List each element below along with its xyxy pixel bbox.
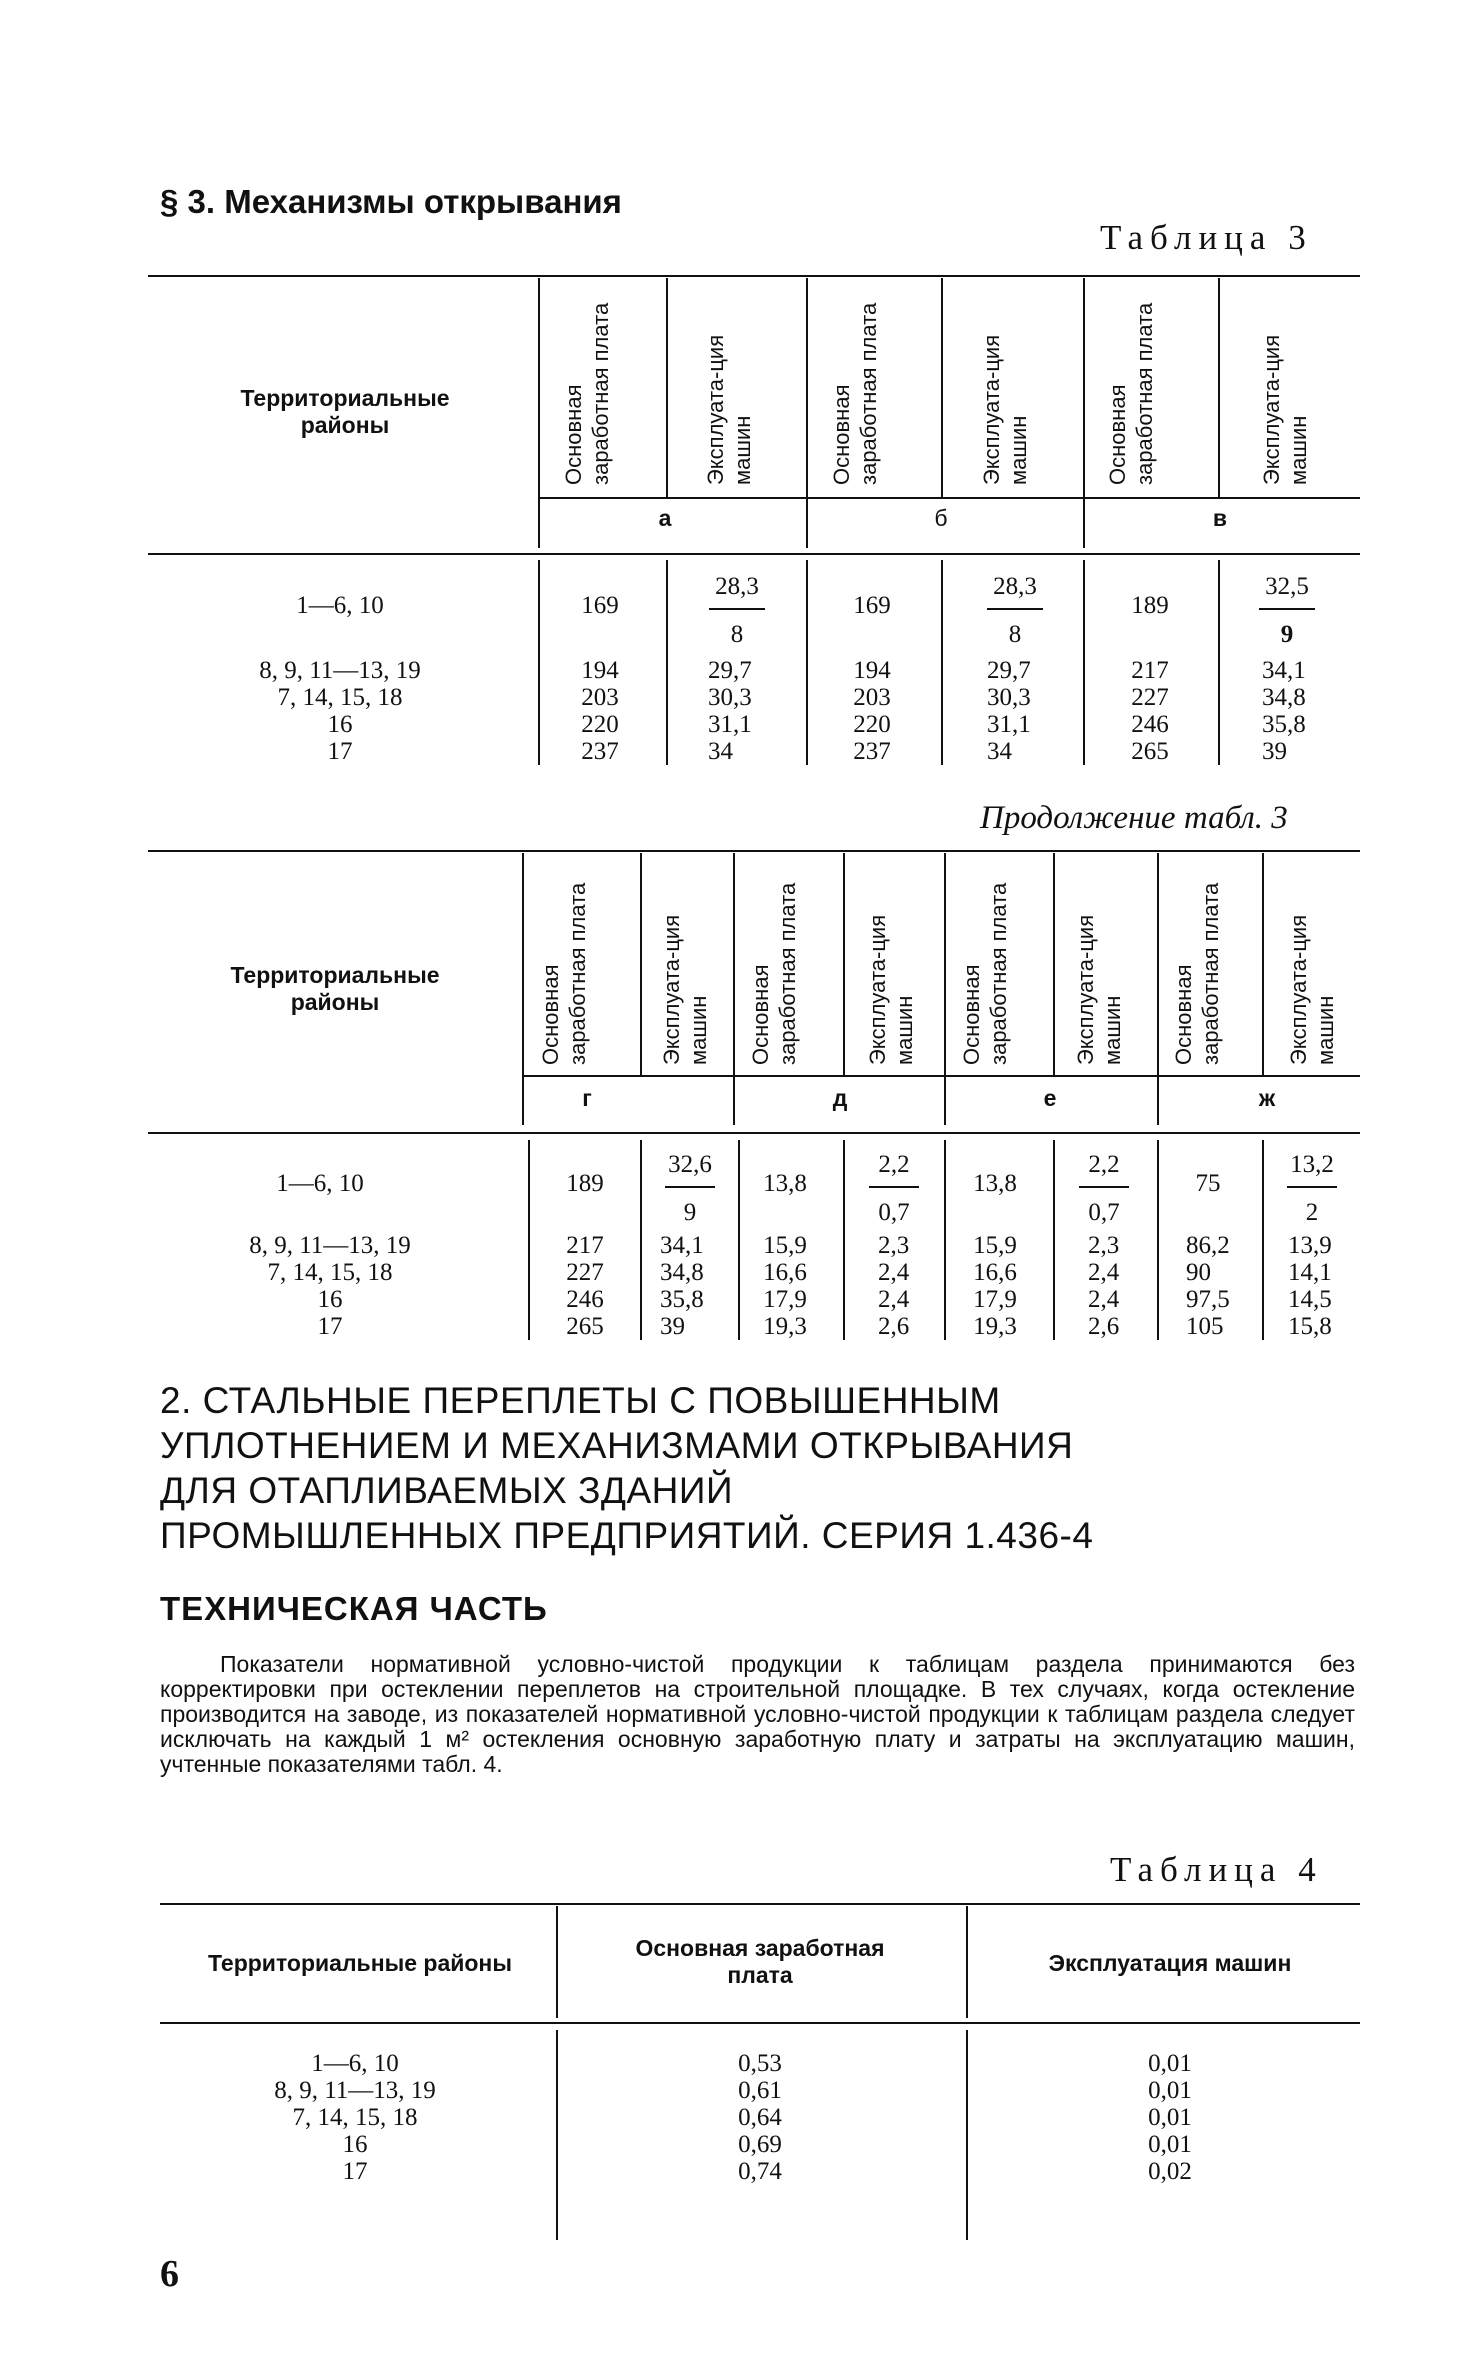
table3-cont-row1-d-machines <box>848 1150 940 1228</box>
table3-cont-block-regions: 8, 9, 11—13, 19 7, 14, 15, 18 16 17 <box>249 1232 411 1340</box>
table3-cont-row1-d-mach-top: 2,2 <box>878 1151 910 1178</box>
table3-col-b-salary: Основная заработная плата <box>829 302 881 485</box>
table3-row1-v-salary: 189 <box>1131 592 1169 619</box>
table4-salary-values: 0,53 0,61 0,64 0,69 0,74 <box>738 2050 782 2185</box>
table3-cont-block-e-machines: 2,3 2,4 2,4 2,6 <box>1088 1232 1120 1340</box>
table3-row1-b-mach-top: 28,3 <box>993 573 1037 600</box>
table3-cont-row1-region: 1—6, 10 <box>276 1170 364 1197</box>
table3-cont-group-zh: ж <box>1258 1085 1276 1111</box>
table3-block-a-machines: 29,7 30,3 31,1 34 <box>708 657 752 765</box>
table3-cont-row1-zh-mach-bot: 2 <box>1305 1199 1319 1226</box>
table3-row1-b-salary: 169 <box>853 592 891 619</box>
table4-col-salary: Основная заработная плата <box>635 1935 885 1988</box>
table4-title: Таблица 4 <box>1110 1850 1323 1889</box>
table4-col-regions: Территориальные районы <box>208 1950 512 1976</box>
table4-regions: 1—6, 10 8, 9, 11—13, 19 7, 14, 15, 18 16 17 <box>274 2050 436 2185</box>
table3-row1-a-mach-bot: 8 <box>730 621 744 648</box>
table3-cont-block-g-machines: 34,1 34,8 35,8 39 <box>660 1232 704 1340</box>
table3-cont-row1-e-mach-top: 2,2 <box>1088 1151 1120 1178</box>
table3-cont-row-header: Территориальные районы <box>230 962 440 1015</box>
table3-cont-group-g: г <box>582 1085 592 1111</box>
table3-col-a-salary: Основная заработная плата <box>561 302 613 485</box>
table3-cont-row1-zh-machines <box>1266 1150 1358 1228</box>
table3-cont-row1-zh-salary: 75 <box>1195 1170 1221 1197</box>
table3-cont-col-d-salary: Основная заработная плата <box>748 882 800 1065</box>
table3-cont-col-g-salary: Основная заработная плата <box>538 882 590 1065</box>
technical-paragraph: Показатели нормативной условно-чистой продукции к таблицам раздела принимаются без корректировки при остеклении переплетов на строительной площадке. В тех случаях, когда остекление производится на заводе, из показателей нормативной условно-чистой продукции к таблицам раздела следует исключать на каждый 1 м² остекления основную заработную плату и затраты на эксплуатацию машин, учтенные показателями табл. 4. <box>160 1651 1355 1777</box>
table3-cont-col-g-machines: Эксплуата-ция машин <box>659 914 711 1065</box>
table3-row1-a-salary: 169 <box>581 592 619 619</box>
table3-block-b-salary: 194 203 220 237 <box>853 657 891 765</box>
table3-col-a-machines: Эксплуата-ция машин <box>703 334 755 485</box>
table3-cont-group-e: е <box>1043 1085 1057 1111</box>
table3-cont-block-g-salary: 217 227 246 265 <box>566 1232 604 1340</box>
table3-cont-row1-zh-mach-top: 13,2 <box>1290 1151 1334 1178</box>
table4-machine-values: 0,01 0,01 0,01 0,01 0,02 <box>1148 2050 1192 2185</box>
table3-row1-v-mach-top: 32,5 <box>1265 573 1309 600</box>
table3-cont-title: Продолжение табл. 3 <box>980 800 1288 836</box>
table3-cont-block-zh-machines: 13,9 14,1 14,5 15,8 <box>1288 1232 1332 1340</box>
table3-block-a-salary: 194 203 220 237 <box>581 657 619 765</box>
section-title: § 3. Механизмы открывания <box>160 183 622 220</box>
table3-cont-row1-e-salary: 13,8 <box>973 1170 1017 1197</box>
table3-cont-row1-d-mach-bot: 0,7 <box>878 1199 910 1226</box>
table3-row1-b-machines <box>950 572 1080 650</box>
table3-cont-col-e-salary: Основная заработная плата <box>959 882 1011 1065</box>
table3-row1-region: 1—6, 10 <box>296 592 384 619</box>
section2-heading: 2. СТАЛЬНЫЕ ПЕРЕПЛЕТЫ С ПОВЫШЕННЫМ УПЛОТНЕНИЕМ И МЕХАНИЗМАМИ ОТКРЫВАНИЯ ДЛЯ ОТАПЛИВАЕМЫХ ЗДАНИЙ ПРОМЫШЛЕННЫХ ПРЕДПРИЯТИЙ. СЕРИЯ 1.436-4 <box>160 1380 1094 1556</box>
technical-part-title: ТЕХНИЧЕСКАЯ ЧАСТЬ <box>160 1590 548 1627</box>
table3-block-v-salary: 217 227 246 265 <box>1131 657 1169 765</box>
table3-cont-row1-g-salary: 189 <box>566 1170 604 1197</box>
table3-col-v-machines: Эксплуата-ция машин <box>1259 334 1311 485</box>
table3-col-v-salary: Основная заработная плата <box>1105 302 1157 485</box>
table3-row-header: Территориальные районы <box>240 385 450 438</box>
table3-group-a: а <box>658 505 672 531</box>
table3-cont-col-d-machines: Эксплуата-ция машин <box>865 914 917 1065</box>
table3-col-b-machines: Эксплуата-ция машин <box>979 334 1031 485</box>
table3-block-regions: 8, 9, 11—13, 19 7, 14, 15, 18 16 17 <box>259 657 421 765</box>
table3-cont-block-e-salary: 15,9 16,6 17,9 19,3 <box>973 1232 1017 1340</box>
table3-row1-a-mach-top: 28,3 <box>715 573 759 600</box>
table3-cont-col-zh-salary: Основная заработная плата <box>1171 882 1223 1065</box>
table3-group-b: б <box>934 505 948 531</box>
table3-cont-row1-e-mach-bot: 0,7 <box>1088 1199 1120 1226</box>
table3-cont-block-d-machines: 2,3 2,4 2,4 2,6 <box>878 1232 910 1340</box>
table4-col-machines: Эксплуатация машин <box>1048 1950 1292 1976</box>
table3-cont-block-zh-salary: 86,2 90 97,5 105 <box>1186 1232 1230 1340</box>
table3-row1-v-mach-bot: 9 <box>1280 621 1294 648</box>
table3-cont-row1-d-salary: 13,8 <box>763 1170 807 1197</box>
table3-block-b-machines: 29,7 30,3 31,1 34 <box>987 657 1031 765</box>
table3-title: Таблица 3 <box>1100 218 1313 257</box>
table3-row1-a-machines <box>672 572 802 650</box>
table3-row1-b-mach-bot: 8 <box>1008 621 1022 648</box>
table3-cont-col-e-machines: Эксплуата-ция машин <box>1073 914 1125 1065</box>
table3-cont-row1-g-mach-top: 32,6 <box>668 1151 712 1178</box>
table3-cont-row1-e-machines <box>1058 1150 1150 1228</box>
page-number: 6 <box>160 2253 179 2295</box>
table3-cont-group-d: д <box>832 1085 848 1111</box>
table3-cont-row1-g-mach-bot: 9 <box>683 1199 697 1226</box>
table3-group-v: в <box>1212 505 1228 531</box>
table3-cont-row1-g-machines <box>645 1150 735 1228</box>
table3-row1-v-machines <box>1222 572 1352 650</box>
table3-cont-block-d-salary: 15,9 16,6 17,9 19,3 <box>763 1232 807 1340</box>
table3-block-v-machines: 34,1 34,8 35,8 39 <box>1262 657 1306 765</box>
table3-cont-col-zh-machines: Эксплуата-ция машин <box>1286 914 1338 1065</box>
